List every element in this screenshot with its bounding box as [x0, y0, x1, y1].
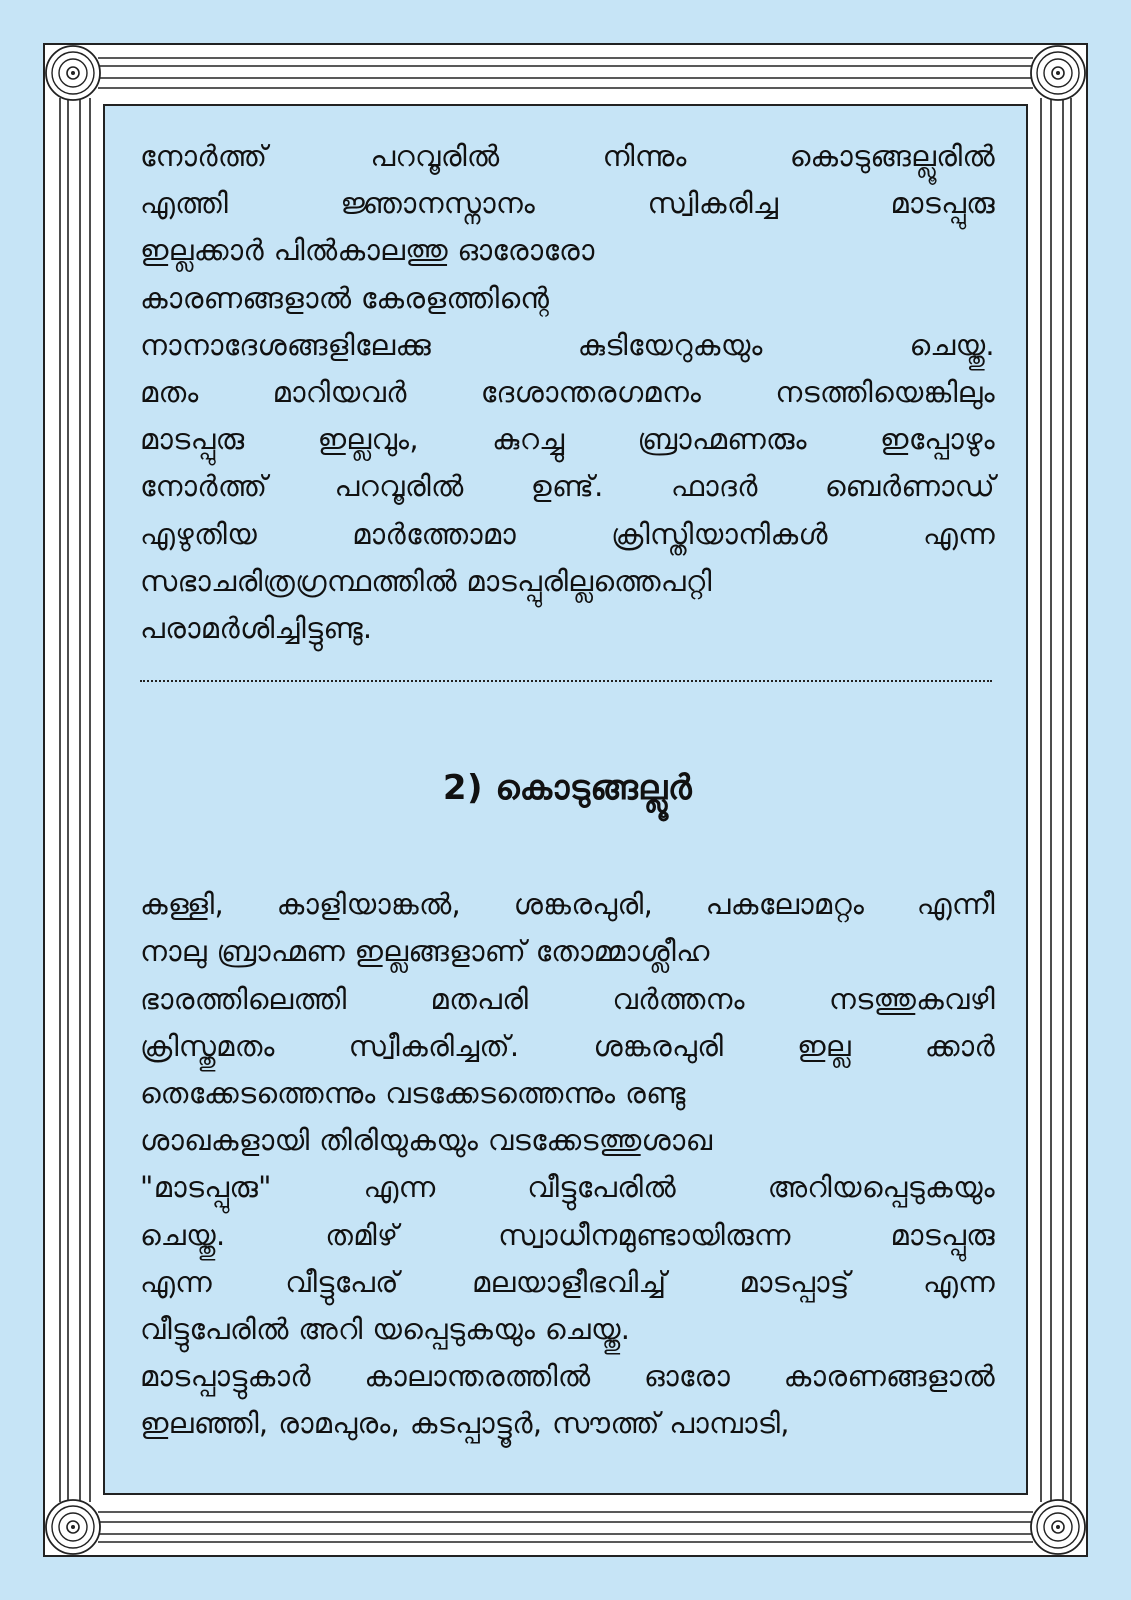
text-line: നാലു ബ്രാഹ്മണ ഇല്ലങ്ങളാണ് തോമ്മാശ്ലീഹ: [140, 934, 710, 969]
text-line: നാനാദേശങ്ങളിലേക്കു കുടിയേറുകയും ചെയ്തു.: [140, 327, 995, 362]
text-line: നോർത്ത് പറവൂരിൽ ഉണ്ട്. ഫാദർ ബെർണാഡ്: [140, 469, 995, 504]
corner-ornament-icon: [1031, 46, 1085, 100]
paragraph-kodungallur: [140, 881, 995, 1447]
text-line: എന്ന വീട്ടുപേര് മലയാളീഭവിച്ച് മാടപ്പാട്ട് എന്ന: [140, 1264, 995, 1299]
page-content: [104, 105, 1027, 1494]
text-line: ഇല്ലക്കാർ പിൽകാലത്തു ഓരോരോ: [140, 233, 595, 268]
text-line: ഭാരത്തിലെത്തി മതപരി വർത്തനം നടത്തുകവഴി: [140, 981, 995, 1016]
text-line: സഭാചരിത്രഗ്രന്ഥത്തിൽ മാടപ്പുരില്ലത്തെപറ്റി: [140, 563, 712, 598]
corner-ornament-icon: [46, 1500, 100, 1554]
paragraph-madappuru-north-paravur: [140, 133, 995, 652]
text-line: പരാമർശിച്ചിട്ടുണ്ടു.: [140, 611, 373, 646]
corner-ornament-icon: [1031, 1500, 1085, 1554]
text-line: ഇലഞ്ഞി, രാമപുരം, കടപ്പാട്ടൂർ, സൗത്ത് പാമ്പാടി,: [140, 1406, 790, 1441]
text-line: ശാഖകളായി തിരിയുകയും വടക്കേടത്തുശാഖ: [140, 1123, 713, 1158]
text-line: മതം മാറിയവർ ദേശാന്തരഗമനം നടത്തിയെങ്കിലും: [140, 375, 995, 410]
corner-ornament-icon: [46, 46, 100, 100]
text-line: ചെയ്തു. തമിഴ് സ്വാധീനമുണ്ടായിരുന്ന മാടപ്പുരു: [140, 1217, 995, 1252]
text-line: എത്തി ജ്ഞാനസ്നാനം സ്വികരിച്ച മാടപ്പുരു: [140, 186, 995, 221]
text-line: കാരണങ്ങളാൽ കേരളത്തിന്റെ: [140, 280, 550, 315]
text-line: എഴുതിയ മാർത്തോമാ ക്രിസ്തിയാനികൾ എന്ന: [140, 516, 995, 551]
text-line: വീട്ടുപേരിൽ അറി യപ്പെടുകയും ചെയ്തു.: [140, 1312, 631, 1347]
text-line: "മാടപ്പുരു" എന്ന വീട്ടുപേരിൽ അറിയപ്പെടുകയും: [140, 1170, 995, 1205]
text-line: മാടപ്പുരു ഇല്ലവും, കുറച്ചു ബ്രാഹ്മണരും ഇപ്പോഴും: [140, 422, 995, 457]
text-line: നോർത്ത് പറവൂരിൽ നിന്നും കൊടുങ്ങല്ലൂരിൽ: [140, 139, 995, 173]
section-heading: 2) കൊടുങ്ങല്ലൂർ: [442, 768, 693, 809]
text-line: ക്രിസ്തുമതം സ്വീകരിച്ചത്. ശങ്കരപുരി ഇല്ല ക്കാർ: [140, 1028, 995, 1063]
text-line: കള്ളി, കാളിയാങ്കൽ, ശങ്കരപുരി, പകലോമറ്റം എന്നീ: [140, 887, 995, 922]
text-line: മാടപ്പാട്ടുകാർ കാലാന്തരത്തിൽ ഓരോ കാരണങ്ങളാൽ: [140, 1359, 995, 1394]
text-line: തെക്കേടത്തെന്നും വടക്കേടത്തെന്നും രണ്ടു: [140, 1076, 686, 1111]
dotted-separator: [140, 680, 992, 682]
